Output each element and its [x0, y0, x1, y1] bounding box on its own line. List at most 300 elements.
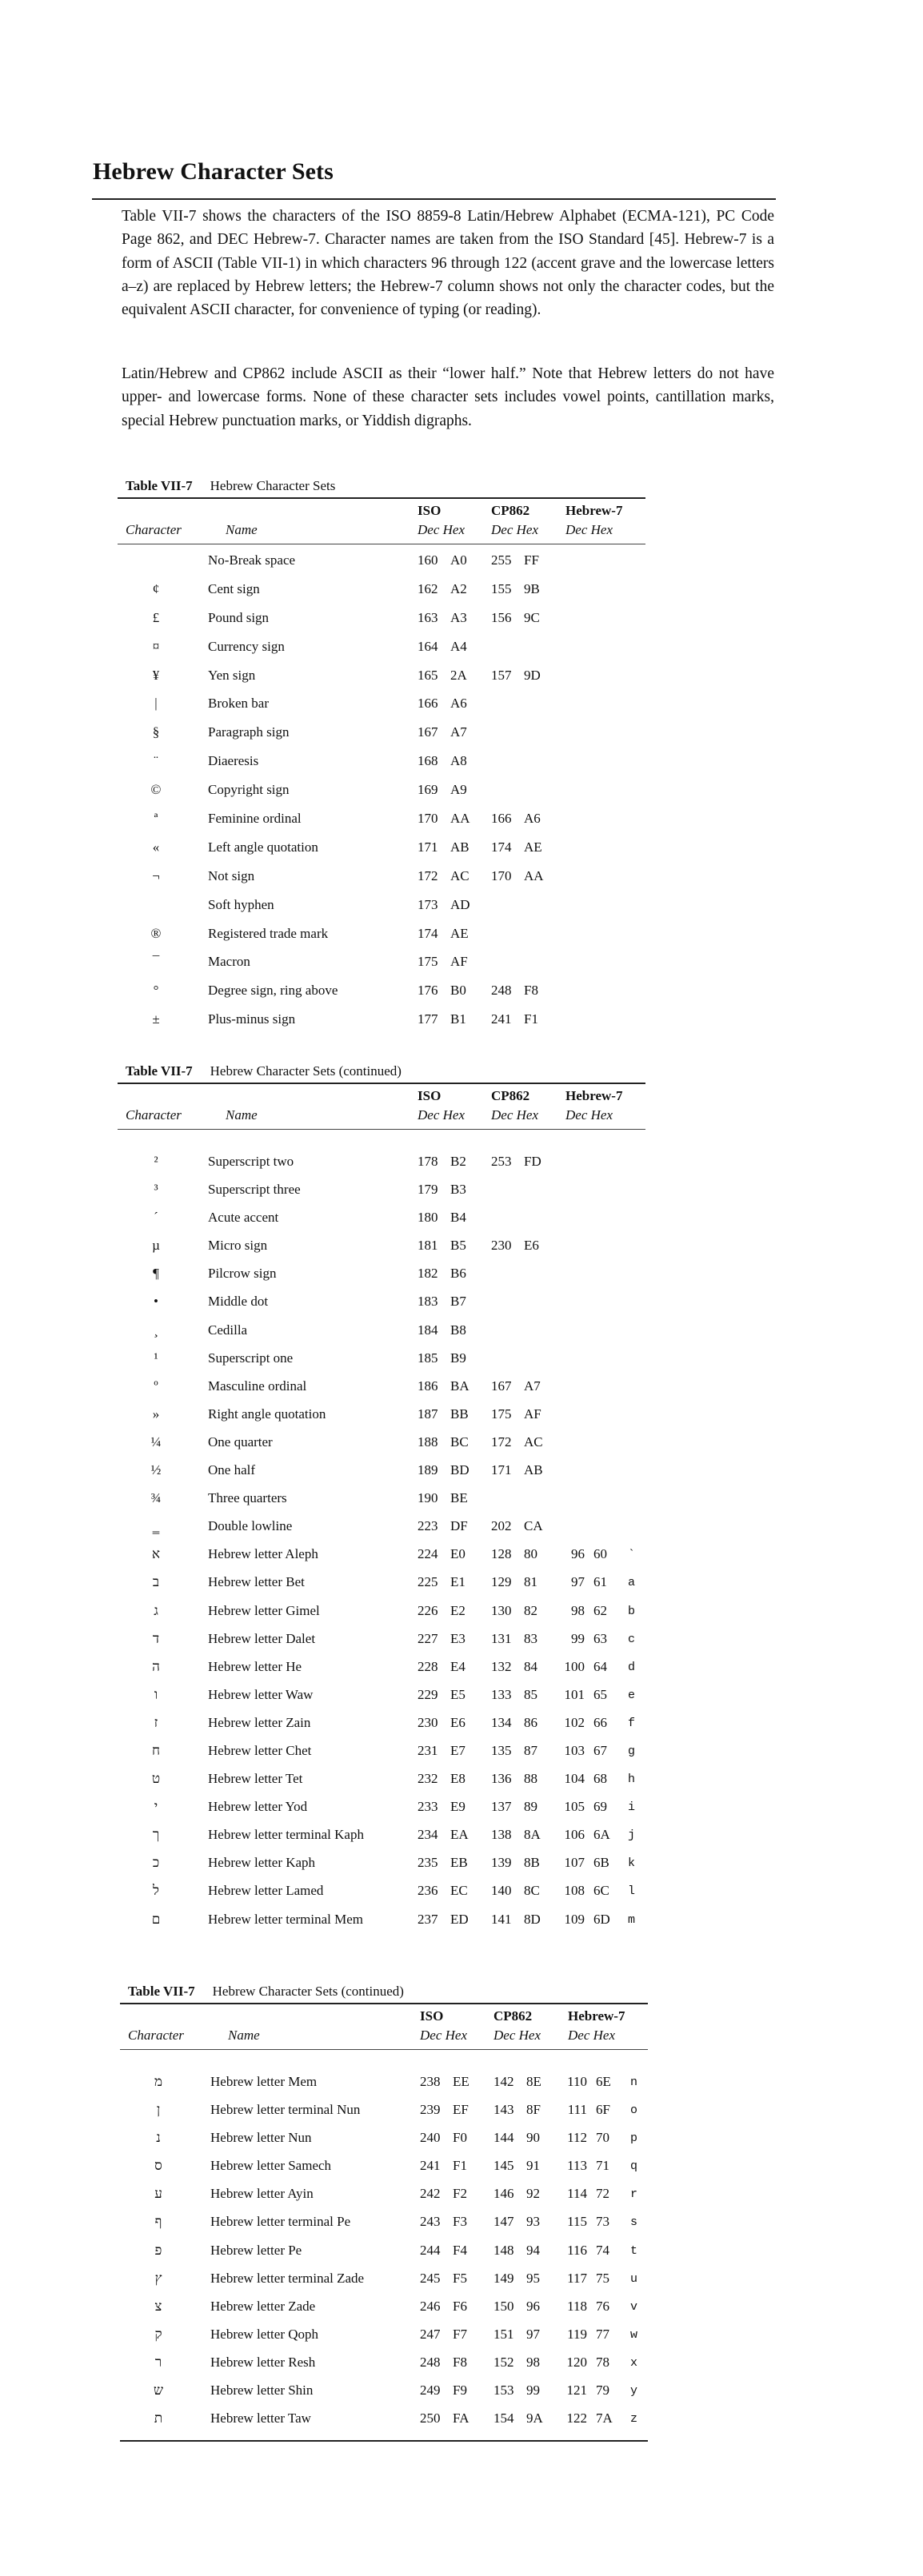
- row-name: Soft hyphen: [208, 896, 274, 912]
- row-iso-hex: B0: [450, 983, 466, 999]
- row-iso-dec: 249: [420, 2383, 441, 2399]
- row-iso-dec: 162: [418, 580, 438, 596]
- row-cp862-hex: 87: [524, 1742, 537, 1758]
- row-character: ½: [150, 1462, 162, 1478]
- table-row: [118, 1908, 645, 1936]
- row-character: £: [152, 609, 160, 625]
- row-iso-dec: 224: [418, 1546, 438, 1562]
- row-cp862-hex: FF: [524, 552, 539, 568]
- table-row: [118, 607, 645, 636]
- row-cp862-hex: 9B: [524, 580, 540, 596]
- row-character: §: [152, 724, 160, 740]
- row-hebrew7-hex: 63: [593, 1630, 607, 1646]
- row-name: Hebrew letter Chet: [208, 1742, 312, 1758]
- row-character: ²: [154, 1154, 158, 1169]
- row-ascii-equivalent: z: [630, 2412, 638, 2426]
- row-character: ¤: [152, 638, 160, 654]
- row-cp862-hex: 8D: [524, 1911, 541, 1927]
- row-cp862-hex: 99: [526, 2383, 540, 2399]
- row-cp862-hex: 85: [524, 1686, 537, 1702]
- header-cp862: CP862: [493, 2008, 533, 2024]
- row-hebrew7-dec: 116: [567, 2242, 587, 2258]
- row-iso-hex: AB: [450, 839, 469, 855]
- row-iso-dec: 232: [418, 1771, 438, 1787]
- row-ascii-equivalent: m: [628, 1912, 636, 1927]
- header-character: Character: [128, 2028, 184, 2043]
- header-iso-dec-hex: Dec Hex: [418, 1107, 465, 1123]
- row-hebrew7-hex: 77: [596, 2326, 609, 2342]
- row-hebrew7-hex: 6A: [593, 1827, 610, 1843]
- row-cp862-dec: 146: [493, 2186, 514, 2202]
- row-iso-hex: A4: [450, 638, 467, 654]
- row-hebrew7-hex: 65: [593, 1686, 607, 1702]
- row-name: Yen sign: [208, 667, 256, 683]
- row-iso-dec: 175: [418, 954, 438, 970]
- row-iso-hex: E8: [450, 1771, 465, 1787]
- row-ascii-equivalent: f: [628, 1716, 636, 1730]
- row-name: Hebrew letter Nun: [210, 2130, 312, 2146]
- row-iso-hex: B6: [450, 1266, 466, 1282]
- row-ascii-equivalent: d: [628, 1660, 636, 1674]
- row-name: Superscript two: [208, 1154, 294, 1169]
- row-cp862-hex: 9D: [524, 667, 541, 683]
- header-cp862-dec-hex: Dec Hex: [491, 1107, 538, 1123]
- title-rule: [92, 198, 776, 200]
- table-row: [118, 951, 645, 979]
- row-cp862-hex: FD: [524, 1154, 541, 1169]
- row-iso-dec: 246: [420, 2298, 441, 2314]
- row-hebrew7-dec: 108: [564, 1883, 585, 1899]
- row-iso-hex: E4: [450, 1658, 465, 1674]
- row-character: •: [154, 1294, 158, 1310]
- row-ascii-equivalent: c: [628, 1632, 636, 1646]
- row-hebrew7-hex: 78: [596, 2354, 609, 2370]
- row-character: ר: [154, 2354, 162, 2370]
- row-cp862-dec: 230: [491, 1238, 512, 1254]
- row-character: ¶: [153, 1266, 159, 1282]
- row-iso-dec: 163: [418, 609, 438, 625]
- table-row: [118, 1712, 645, 1740]
- row-cp862-dec: 137: [491, 1799, 512, 1815]
- table-row: [120, 2239, 648, 2267]
- row-hebrew7-hex: 79: [596, 2383, 609, 2399]
- table-row: [118, 1880, 645, 1908]
- row-iso-hex: 2A: [450, 667, 467, 683]
- row-hebrew7-dec: 107: [564, 1855, 585, 1871]
- row-iso-dec: 226: [418, 1602, 438, 1618]
- row-hebrew7-dec: 121: [566, 2383, 587, 2399]
- row-iso-dec: 169: [418, 782, 438, 798]
- row-name: Acute accent: [208, 1210, 279, 1226]
- table-row: [118, 865, 645, 894]
- row-hebrew7-dec: 115: [567, 2214, 587, 2230]
- row-cp862-dec: 241: [491, 1011, 512, 1027]
- row-cp862-hex: 96: [526, 2298, 540, 2314]
- row-iso-hex: E9: [450, 1799, 465, 1815]
- row-cp862-hex: 93: [526, 2214, 540, 2230]
- row-character: ק: [154, 2326, 162, 2342]
- row-cp862-dec: 157: [491, 667, 512, 683]
- row-cp862-dec: 170: [491, 867, 512, 883]
- row-character: ס: [154, 2158, 162, 2174]
- row-iso-hex: B3: [450, 1182, 466, 1198]
- row-hebrew7-dec: 97: [571, 1574, 585, 1590]
- row-character: נ: [156, 2130, 161, 2146]
- row-iso-dec: 227: [418, 1630, 438, 1646]
- row-ascii-equivalent: b: [628, 1604, 636, 1618]
- row-hebrew7-hex: 60: [593, 1546, 607, 1562]
- table-row: [120, 2211, 648, 2239]
- row-cp862-hex: A7: [524, 1378, 541, 1394]
- table-row: [118, 807, 645, 836]
- row-name: Hebrew letter Resh: [210, 2354, 316, 2370]
- row-iso-hex: B7: [450, 1294, 466, 1310]
- row-iso-dec: 225: [418, 1574, 438, 1590]
- row-iso-hex: EA: [450, 1827, 469, 1843]
- row-name: Left angle quotation: [208, 839, 318, 855]
- row-hebrew7-dec: 113: [567, 2158, 587, 2174]
- row-hebrew7-dec: 110: [567, 2074, 587, 2089]
- row-character: ³: [154, 1182, 158, 1198]
- header-iso: ISO: [418, 1088, 442, 1103]
- table-row: [118, 692, 645, 721]
- row-cp862-dec: 153: [493, 2383, 514, 2399]
- row-cp862-dec: 147: [493, 2214, 514, 2230]
- row-ascii-equivalent: a: [628, 1576, 636, 1590]
- row-character: ¾: [150, 1490, 162, 1506]
- row-iso-dec: 160: [418, 552, 438, 568]
- table-header: [118, 499, 645, 544]
- row-iso-hex: E5: [450, 1686, 465, 1702]
- row-name: Hebrew letter Aleph: [208, 1546, 318, 1562]
- row-iso-dec: 241: [420, 2158, 441, 2174]
- row-iso-hex: B4: [450, 1210, 466, 1226]
- row-hebrew7-hex: 64: [593, 1658, 607, 1674]
- row-hebrew7-hex: 68: [593, 1771, 607, 1787]
- row-cp862-hex: 89: [524, 1799, 537, 1815]
- row-hebrew7-hex: 69: [593, 1799, 607, 1815]
- row-hebrew7-dec: 122: [566, 2411, 587, 2426]
- table-caption: [118, 475, 645, 497]
- row-character: ©: [150, 782, 162, 798]
- table-row: [118, 664, 645, 693]
- row-iso-hex: F9: [453, 2383, 467, 2399]
- row-iso-hex: A6: [450, 696, 467, 712]
- row-cp862-hex: AC: [524, 1434, 543, 1449]
- table-row: [118, 779, 645, 807]
- table-row: [120, 2099, 648, 2127]
- row-character: ¥: [152, 667, 160, 683]
- row-iso-dec: 238: [420, 2074, 441, 2089]
- table-row: [118, 836, 645, 865]
- header-cp862-dec-hex: Dec Hex: [493, 2028, 541, 2043]
- row-cp862-dec: 151: [493, 2326, 514, 2342]
- row-name: Hebrew letter Waw: [208, 1686, 314, 1702]
- row-iso-dec: 177: [418, 1011, 438, 1027]
- row-cp862-hex: 86: [524, 1714, 537, 1730]
- row-name: Masculine ordinal: [208, 1378, 307, 1394]
- row-iso-dec: 188: [418, 1434, 438, 1449]
- header-iso-dec-hex: Dec Hex: [420, 2028, 467, 2043]
- header-name: Name: [226, 522, 258, 537]
- row-iso-hex: A7: [450, 724, 467, 740]
- row-hebrew7-hex: 6B: [593, 1855, 609, 1871]
- row-iso-hex: E3: [450, 1630, 465, 1646]
- row-iso-hex: AF: [450, 954, 468, 970]
- row-name: Hebrew letter He: [208, 1658, 302, 1674]
- row-iso-hex: E7: [450, 1742, 465, 1758]
- row-cp862-dec: 166: [491, 811, 512, 827]
- row-iso-hex: AE: [450, 925, 469, 941]
- row-cp862-dec: 142: [493, 2074, 514, 2089]
- row-hebrew7-dec: 98: [571, 1602, 585, 1618]
- row-cp862-hex: 88: [524, 1771, 537, 1787]
- row-hebrew7-hex: 6C: [593, 1883, 609, 1899]
- row-iso-dec: 237: [418, 1911, 438, 1927]
- row-iso-dec: 182: [418, 1266, 438, 1282]
- row-name: Degree sign, ring above: [208, 983, 338, 999]
- row-name: Pound sign: [208, 609, 270, 625]
- row-hebrew7-hex: 72: [596, 2186, 609, 2202]
- row-hebrew7-hex: 66: [593, 1714, 607, 1730]
- row-cp862-hex: 8F: [526, 2102, 541, 2118]
- row-character: ע: [154, 2186, 162, 2202]
- row-iso-dec: 172: [418, 867, 438, 883]
- row-character: ª: [154, 811, 158, 827]
- row-iso-hex: E6: [450, 1714, 465, 1730]
- row-hebrew7-dec: 100: [564, 1658, 585, 1674]
- row-cp862-hex: 91: [526, 2158, 540, 2174]
- row-character: ט: [151, 1771, 161, 1787]
- row-hebrew7-hex: 6F: [596, 2102, 610, 2118]
- row-cp862-dec: 255: [491, 552, 512, 568]
- table-row: [120, 2379, 648, 2407]
- row-iso-dec: 234: [418, 1827, 438, 1843]
- header-hebrew7: Hebrew-7: [565, 1088, 623, 1103]
- row-name: Hebrew letter Mem: [210, 2074, 318, 2089]
- table-row: [118, 1684, 645, 1712]
- table-row: [120, 2407, 648, 2435]
- row-character: ז: [154, 1714, 158, 1730]
- row-cp862-dec: 144: [493, 2130, 514, 2146]
- note-paragraph: Latin/Hebrew and CP862 include ASCII as their “lower half.” Note that Hebrew letters do not have upper- and lowercase forms. None of these character sets includes vowel points, cantillation marks, special Hebrew punctuation marks, or Yiddish digraphs.: [122, 365, 774, 429]
- row-character: ¯: [152, 954, 160, 970]
- row-cp862-hex: 8A: [524, 1827, 541, 1843]
- row-iso-dec: 166: [418, 696, 438, 712]
- row-hebrew7-hex: 74: [596, 2242, 609, 2258]
- table-row: [118, 1600, 645, 1628]
- row-hebrew7-hex: 76: [596, 2298, 609, 2314]
- row-character: ד: [152, 1630, 160, 1646]
- row-hebrew7-hex: 6D: [593, 1911, 610, 1927]
- row-ascii-equivalent: u: [630, 2271, 638, 2286]
- table-row: [118, 1515, 645, 1543]
- row-iso-hex: F5: [453, 2270, 467, 2286]
- table-row: [120, 2351, 648, 2379]
- row-iso-hex: BC: [450, 1434, 469, 1449]
- row-name: Right angle quotation: [208, 1406, 326, 1422]
- header-hebrew7-dec-hex: Dec Hex: [568, 2028, 615, 2043]
- row-cp862-dec: 171: [491, 1462, 512, 1478]
- row-hebrew7-hex: 62: [593, 1602, 607, 1618]
- row-hebrew7-hex: 7A: [596, 2411, 613, 2426]
- table-row: [118, 1262, 645, 1290]
- row-cp862-hex: 90: [526, 2130, 540, 2146]
- row-hebrew7-dec: 119: [567, 2326, 587, 2342]
- row-cp862-hex: 95: [526, 2270, 540, 2286]
- row-name: Superscript one: [208, 1350, 294, 1366]
- table-row: [118, 1319, 645, 1347]
- row-iso-dec: 248: [420, 2354, 441, 2370]
- row-iso-dec: 235: [418, 1855, 438, 1871]
- table-row: [118, 1403, 645, 1431]
- row-character: ®: [150, 925, 162, 941]
- row-name: Three quarters: [208, 1490, 287, 1506]
- row-iso-dec: 178: [418, 1154, 438, 1169]
- character-table-1: [118, 475, 645, 1037]
- table-bottom-rule: [120, 2440, 648, 2442]
- page-title: Hebrew Character Sets: [93, 158, 334, 185]
- row-iso-dec: 250: [420, 2411, 441, 2426]
- table-row: [118, 979, 645, 1008]
- table-row: [118, 1852, 645, 1880]
- row-iso-dec: 233: [418, 1799, 438, 1815]
- table-header: [120, 2004, 648, 2049]
- row-hebrew7-dec: 114: [567, 2186, 587, 2202]
- row-iso-dec: 170: [418, 811, 438, 827]
- header-cp862: CP862: [491, 503, 530, 518]
- row-cp862-hex: AA: [524, 867, 544, 883]
- row-hebrew7-hex: 73: [596, 2214, 609, 2230]
- row-hebrew7-dec: 109: [564, 1911, 585, 1927]
- row-iso-hex: AD: [450, 896, 470, 912]
- table-row: [118, 1824, 645, 1852]
- row-hebrew7-hex: 70: [596, 2130, 609, 2146]
- table-title: Hebrew Character Sets (continued): [212, 1984, 404, 1999]
- table-title: Hebrew Character Sets (continued): [210, 1063, 402, 1079]
- row-iso-dec: 230: [418, 1714, 438, 1730]
- row-cp862-hex: 82: [524, 1602, 537, 1618]
- row-name: Cedilla: [208, 1322, 248, 1338]
- row-cp862-hex: CA: [524, 1518, 543, 1534]
- table-row: [118, 1431, 645, 1459]
- row-name: Double lowline: [208, 1518, 293, 1534]
- header-hebrew7: Hebrew-7: [565, 503, 623, 518]
- row-ascii-equivalent: x: [630, 2355, 638, 2370]
- row-cp862-dec: 143: [493, 2102, 514, 2118]
- row-cp862-dec: 136: [491, 1771, 512, 1787]
- table-number: Table VII-7: [126, 1063, 193, 1079]
- row-name: Hebrew letter Qoph: [210, 2326, 319, 2342]
- row-ascii-equivalent: w: [630, 2327, 638, 2342]
- row-iso-dec: 228: [418, 1658, 438, 1674]
- table-row: [118, 1571, 645, 1599]
- row-iso-dec: 165: [418, 667, 438, 683]
- row-ascii-equivalent: `: [628, 1548, 636, 1562]
- row-cp862-dec: 134: [491, 1714, 512, 1730]
- row-hebrew7-hex: 67: [593, 1742, 607, 1758]
- row-character: ¼: [150, 1434, 162, 1449]
- row-iso-dec: 173: [418, 896, 438, 912]
- row-name: Feminine ordinal: [208, 811, 302, 827]
- row-character: ¹: [154, 1350, 158, 1366]
- row-ascii-equivalent: p: [630, 2131, 638, 2146]
- row-ascii-equivalent: i: [628, 1800, 636, 1815]
- row-character: µ: [152, 1238, 160, 1254]
- row-iso-hex: EE: [453, 2074, 469, 2089]
- table-row: [118, 1347, 645, 1375]
- table-row: [118, 1796, 645, 1824]
- row-name: No-Break space: [208, 552, 296, 568]
- row-name: One half: [208, 1462, 256, 1478]
- row-iso-hex: BB: [450, 1406, 469, 1422]
- row-cp862-hex: 83: [524, 1630, 537, 1646]
- table-row: [118, 578, 645, 607]
- table-row: [118, 1656, 645, 1684]
- row-iso-hex: F2: [453, 2186, 467, 2202]
- row-character: כ: [152, 1855, 160, 1871]
- row-iso-hex: AA: [450, 811, 470, 827]
- row-iso-hex: A2: [450, 580, 467, 596]
- row-character: ¢: [152, 580, 160, 596]
- row-name: Middle dot: [208, 1294, 269, 1310]
- row-iso-dec: 243: [420, 2214, 441, 2230]
- row-ascii-equivalent: y: [630, 2384, 638, 2399]
- row-iso-dec: 168: [418, 753, 438, 769]
- row-name: Superscript three: [208, 1182, 301, 1198]
- row-character: ל: [153, 1883, 159, 1899]
- row-name: Currency sign: [208, 638, 285, 654]
- header-name: Name: [226, 1107, 258, 1123]
- row-iso-dec: 239: [420, 2102, 441, 2118]
- table-row: [118, 894, 645, 923]
- row-iso-hex: F4: [453, 2242, 467, 2258]
- row-iso-hex: E2: [450, 1602, 465, 1618]
- row-iso-hex: F8: [453, 2354, 467, 2370]
- row-name: Hebrew letter Zade: [210, 2298, 316, 2314]
- row-name: Hebrew letter terminal Kaph: [208, 1827, 364, 1843]
- row-iso-dec: 181: [418, 1238, 438, 1254]
- table-row: [118, 1487, 645, 1515]
- row-iso-dec: 186: [418, 1378, 438, 1394]
- row-character: |: [154, 696, 158, 712]
- row-iso-hex: F1: [453, 2158, 467, 2174]
- row-hebrew7-dec: 105: [564, 1799, 585, 1815]
- header-name: Name: [228, 2028, 260, 2043]
- row-hebrew7-dec: 118: [567, 2298, 587, 2314]
- row-character: צ: [154, 2298, 162, 2314]
- row-name: Not sign: [208, 867, 255, 883]
- row-cp862-dec: 145: [493, 2158, 514, 2174]
- row-hebrew7-dec: 96: [571, 1546, 585, 1562]
- row-character: »: [152, 1406, 160, 1422]
- row-name: Copyright sign: [208, 782, 290, 798]
- row-name: Hebrew letter terminal Zade: [210, 2270, 365, 2286]
- row-iso-hex: EC: [450, 1883, 468, 1899]
- row-character: «: [152, 839, 160, 855]
- row-character: ג: [154, 1602, 158, 1618]
- row-character: ¬: [152, 867, 160, 883]
- row-name: One quarter: [208, 1434, 273, 1449]
- row-iso-hex: BE: [450, 1490, 468, 1506]
- table-row: [120, 2155, 648, 2183]
- row-character: ח: [151, 1742, 161, 1758]
- row-cp862-hex: AB: [524, 1462, 543, 1478]
- row-character: ץ: [154, 2270, 162, 2286]
- row-cp862-dec: 135: [491, 1742, 512, 1758]
- row-cp862-hex: 9A: [526, 2411, 543, 2426]
- row-name: Registered trade mark: [208, 925, 329, 941]
